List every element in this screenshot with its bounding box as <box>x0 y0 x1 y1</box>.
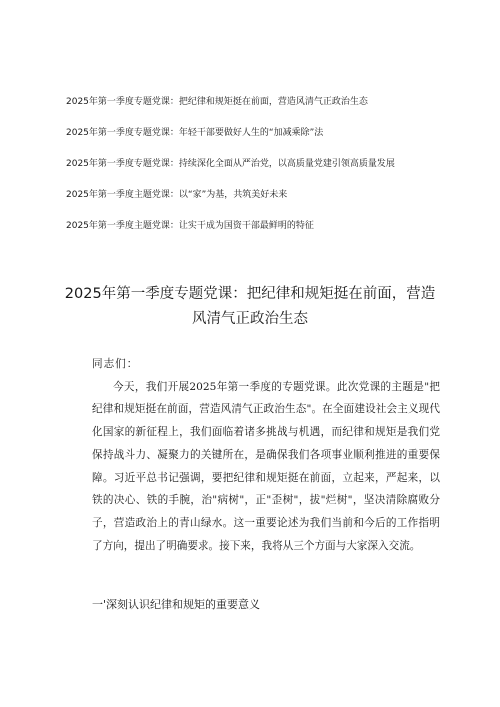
toc-item[interactable]: 2025年第一季度专题党课：把纪律和规矩挺在前面，营造风清气正政治生态 <box>66 97 368 107</box>
toc-item[interactable]: 2025年第一季度主题党课：以“家”为基，共筑美好未来 <box>66 190 288 200</box>
section-heading: 一'深刻认识纪律和规矩的重要意义 <box>92 598 261 611</box>
table-of-contents <box>66 96 466 251</box>
salutation: 同志们： <box>92 358 139 370</box>
document-body <box>92 353 440 557</box>
toc-item[interactable]: 2025年第一季度主题党课：让实干成为国资干部最鲜明的特征 <box>66 221 314 231</box>
toc-item[interactable]: 2025年第一季度专题党课：年轻干部要做好人生的“加减乘除”法 <box>66 128 324 138</box>
toc-item[interactable]: 2025年第一季度专题党课：持续深化全面从严治党，以高质量党建引领高质量发展 <box>66 159 395 169</box>
paragraph: 今天，我们开展2025年第一季度的专题党课。此次党课的主题是"把纪律和规矩挺在前面，营造风清气正政治生态"。在全面建设社会主义现代化国家的新征程上，我们面临着诸多挑战与机遇，而纪律和规矩是我们党保持战斗力、凝聚力的关键所在，是确保我们各项事业顺利推进的重要保障。习近平总书记强调，要把纪律和规矩挺在前面，立起来，严起来，以铁的决心、铁的手腕，治"病树"，正"歪树"，拔"烂树"，坚决清除腐败分子，营造政治上的青山绿水。这一重要论述为我们当前和今后的工作指明了方向，提出了明确要求。接下来，我将从三个方面与大家深入交流。 <box>92 380 440 552</box>
document-title: 2025年第一季度专题党课：把纪律和规矩挺在前面，营造风清气正政治生态 <box>64 286 436 327</box>
